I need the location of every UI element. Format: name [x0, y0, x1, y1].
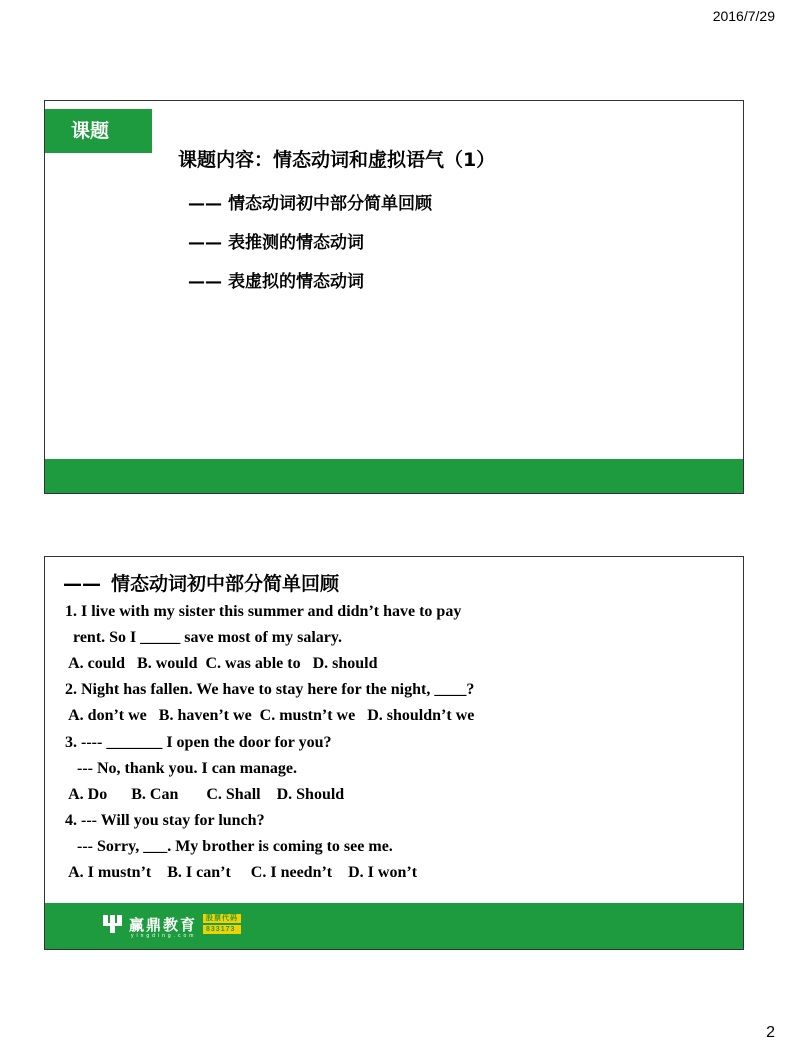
brand-logo [103, 913, 241, 939]
page-number: 2 [766, 1024, 775, 1041]
bullet-dash: —— [188, 194, 222, 214]
question-line: 3. ---- _______ I open the door for you? [65, 734, 332, 751]
slide-footer-bar [45, 903, 743, 949]
question-line: --- No, thank you. I can manage. [65, 760, 298, 777]
badge-label: 股票代码 [203, 914, 241, 923]
question-line: rent. So I _____ save most of my salary. [65, 629, 343, 646]
slide-1 [44, 100, 744, 494]
stock-code-badge [203, 913, 241, 935]
answer-options: A. could B. would C. was able to D. should [65, 655, 378, 672]
answer-options: A. don’t we B. haven’t we C. mustn’t we D. shouldn’t we [65, 707, 475, 724]
bullet-item [188, 189, 432, 214]
slide-1-title: 课题内容：情态动词和虚拟语气（1） [178, 149, 496, 171]
bullet-item [188, 228, 364, 253]
bullet-dash: —— [188, 233, 222, 253]
heading-text: 情态动词初中部分简单回顾 [111, 573, 340, 595]
slide-2-heading [63, 569, 339, 596]
answer-options: A. I mustn’t B. I can’t C. I needn’t D. I won’t [65, 864, 418, 881]
question-line: 2. Night has fallen. We have to stay here for the night, ____? [65, 681, 475, 698]
bullet-text: 表推测的情态动词 [228, 233, 364, 253]
bullet-item [188, 267, 364, 292]
question-line: 4. --- Will you stay for lunch? [65, 812, 265, 829]
question-line: 1. I live with my sister this summer and didn’t have to pay [65, 603, 462, 620]
bullet-text: 表虚拟的情态动词 [228, 272, 364, 292]
logo-mark-icon [103, 913, 123, 935]
bullet-text: 情态动词初中部分简单回顾 [228, 194, 432, 214]
slide-2 [44, 556, 744, 950]
logo-subtext: yingding.com [131, 933, 197, 939]
bullet-dash: —— [188, 272, 222, 292]
heading-dash: —— [63, 573, 101, 595]
logo-name: 赢鼎教育 [129, 915, 198, 934]
answer-options: A. Do B. Can C. Shall D. Should [65, 786, 345, 803]
badge-code: 833173 [203, 925, 241, 934]
question-line: --- Sorry, ___. My brother is coming to see me. [65, 838, 393, 855]
slide-footer-bar [45, 459, 743, 493]
topic-tag: 课题 [45, 109, 152, 153]
print-date: 2016/7/29 [712, 8, 775, 24]
